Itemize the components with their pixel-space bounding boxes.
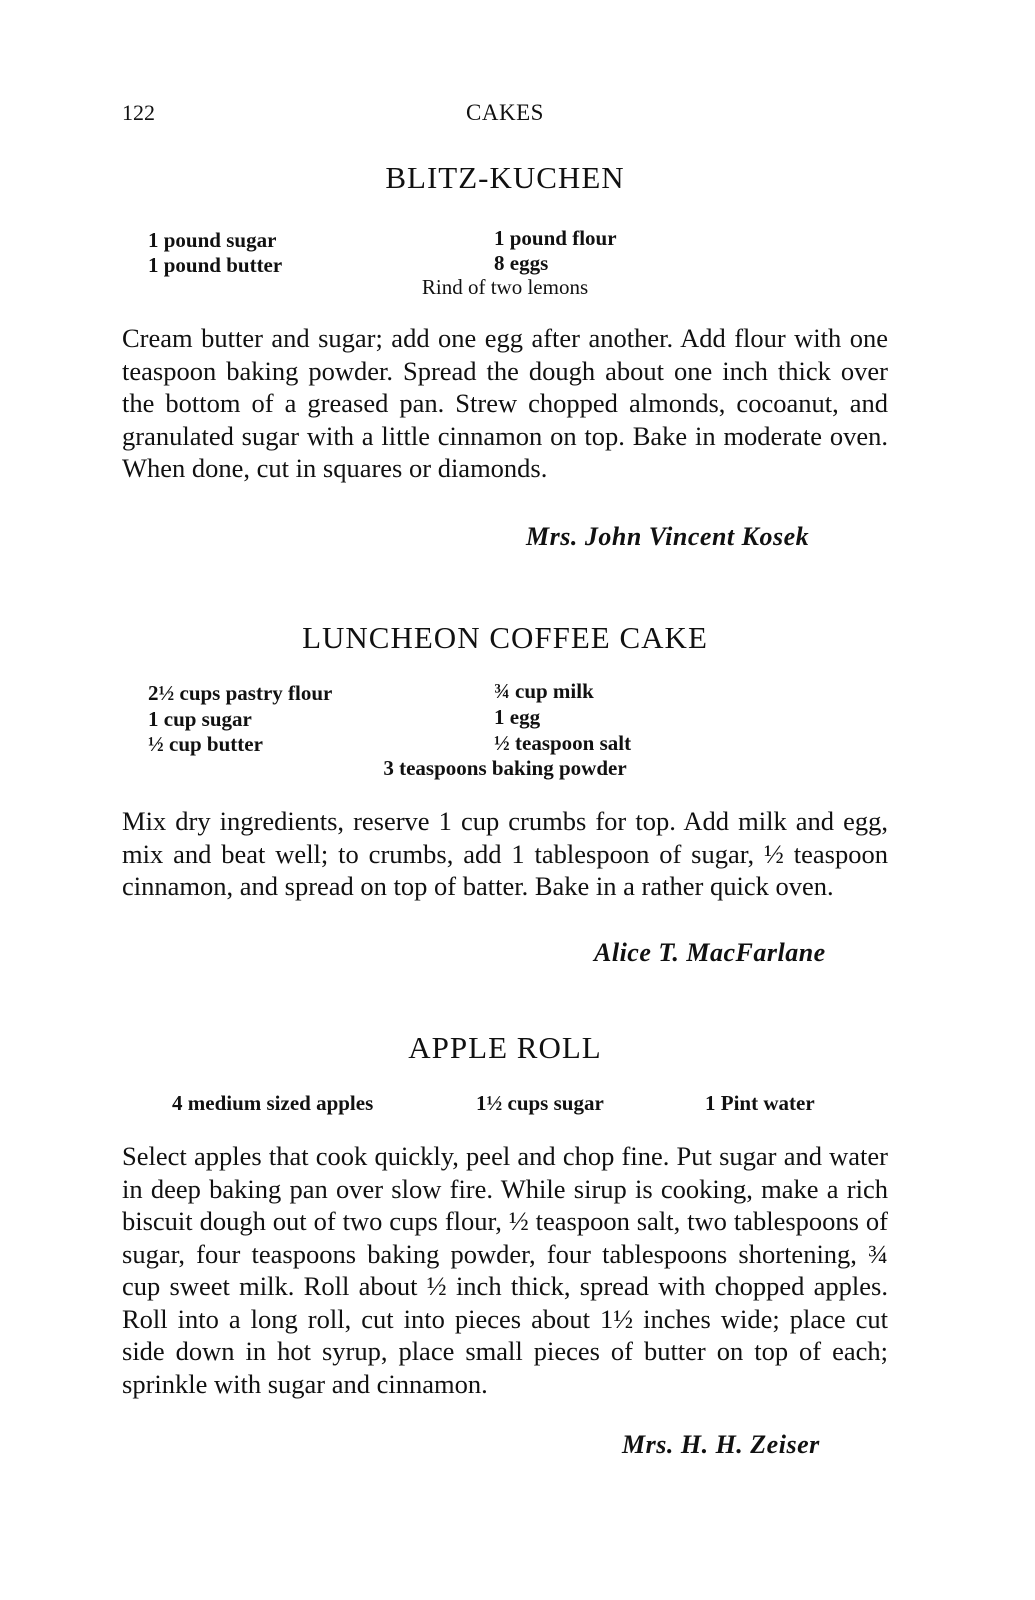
recipe-title: APPLE ROLL <box>408 1030 602 1065</box>
recipe-title: LUNCHEON COFFEE CAKE <box>302 620 708 655</box>
ingredient-item: 1 pound sugar <box>148 228 277 252</box>
ingredient-item: 1 pound flour <box>494 226 617 250</box>
ingredient-item: 1 egg <box>494 705 541 729</box>
ingredient-item: 8 eggs <box>494 251 549 275</box>
recipe-directions: Mix dry ingredients, reserve 1 cup crumbs for top. Add milk and egg, mix and beat well; to crumbs, add 1 tablespoon of sugar, ½ teaspoon cinnamon, and spread on top of batter. Bake in a rather quick oven. <box>122 806 888 901</box>
ingredient-item: ¾ cup milk <box>494 679 594 703</box>
ingredient-item: 1 Pint water <box>705 1091 815 1115</box>
ingredient-item: 1 cup sugar <box>148 707 252 731</box>
ingredient-item: 2½ cups pastry flour <box>148 681 333 705</box>
ingredient-item: ½ teaspoon salt <box>494 731 632 755</box>
recipe-contributor: Mrs. H. H. Zeiser <box>622 1430 820 1459</box>
running-head: CAKES <box>466 100 544 125</box>
recipe-directions: Cream butter and sugar; add one egg after another. Add flour with one teaspoon baking powder. Spread the dough about one inch thick over the bottom of a greased pan. Strew chopped almonds, cocoanut, and granulated sugar with a little cinnamon on top. Bake in moderate oven. When done, cut in squares or diamonds. <box>122 323 888 483</box>
recipe-contributor: Alice T. MacFarlane <box>594 938 826 967</box>
recipe-contributor: Mrs. John Vincent Kosek <box>526 522 810 551</box>
recipe-title: BLITZ-KUCHEN <box>385 160 625 195</box>
ingredient-item: ½ cup butter <box>148 732 263 756</box>
page-header <box>122 100 888 134</box>
page-number: 122 <box>122 100 155 125</box>
ingredient-item: Rind of two lemons <box>421 275 589 299</box>
ingredient-item: 1 pound butter <box>148 253 283 277</box>
ingredient-item: 1½ cups sugar <box>476 1091 604 1115</box>
recipe-directions: Select apples that cook quickly, peel and chop fine. Put sugar and water in deep baking pan over slow fire. While sirup is cooking, make a rich biscuit dough out of two cups flour, ½ teaspoon salt, two tablespoons of sugar, four teaspoons baking powder, four tablespoons shortening, ¾ cup sweet milk. Roll about ½ inch thick, spread with chopped apples. Roll into a long roll, cut into pieces about 1½ inches wide; place cut side down in hot syrup, place small pieces of butter on top of each; sprinkle with sugar and cinnamon. <box>122 1141 888 1399</box>
ingredient-item: 3 teaspoons baking powder <box>383 756 627 780</box>
ingredient-item: 4 medium sized apples <box>172 1091 374 1115</box>
